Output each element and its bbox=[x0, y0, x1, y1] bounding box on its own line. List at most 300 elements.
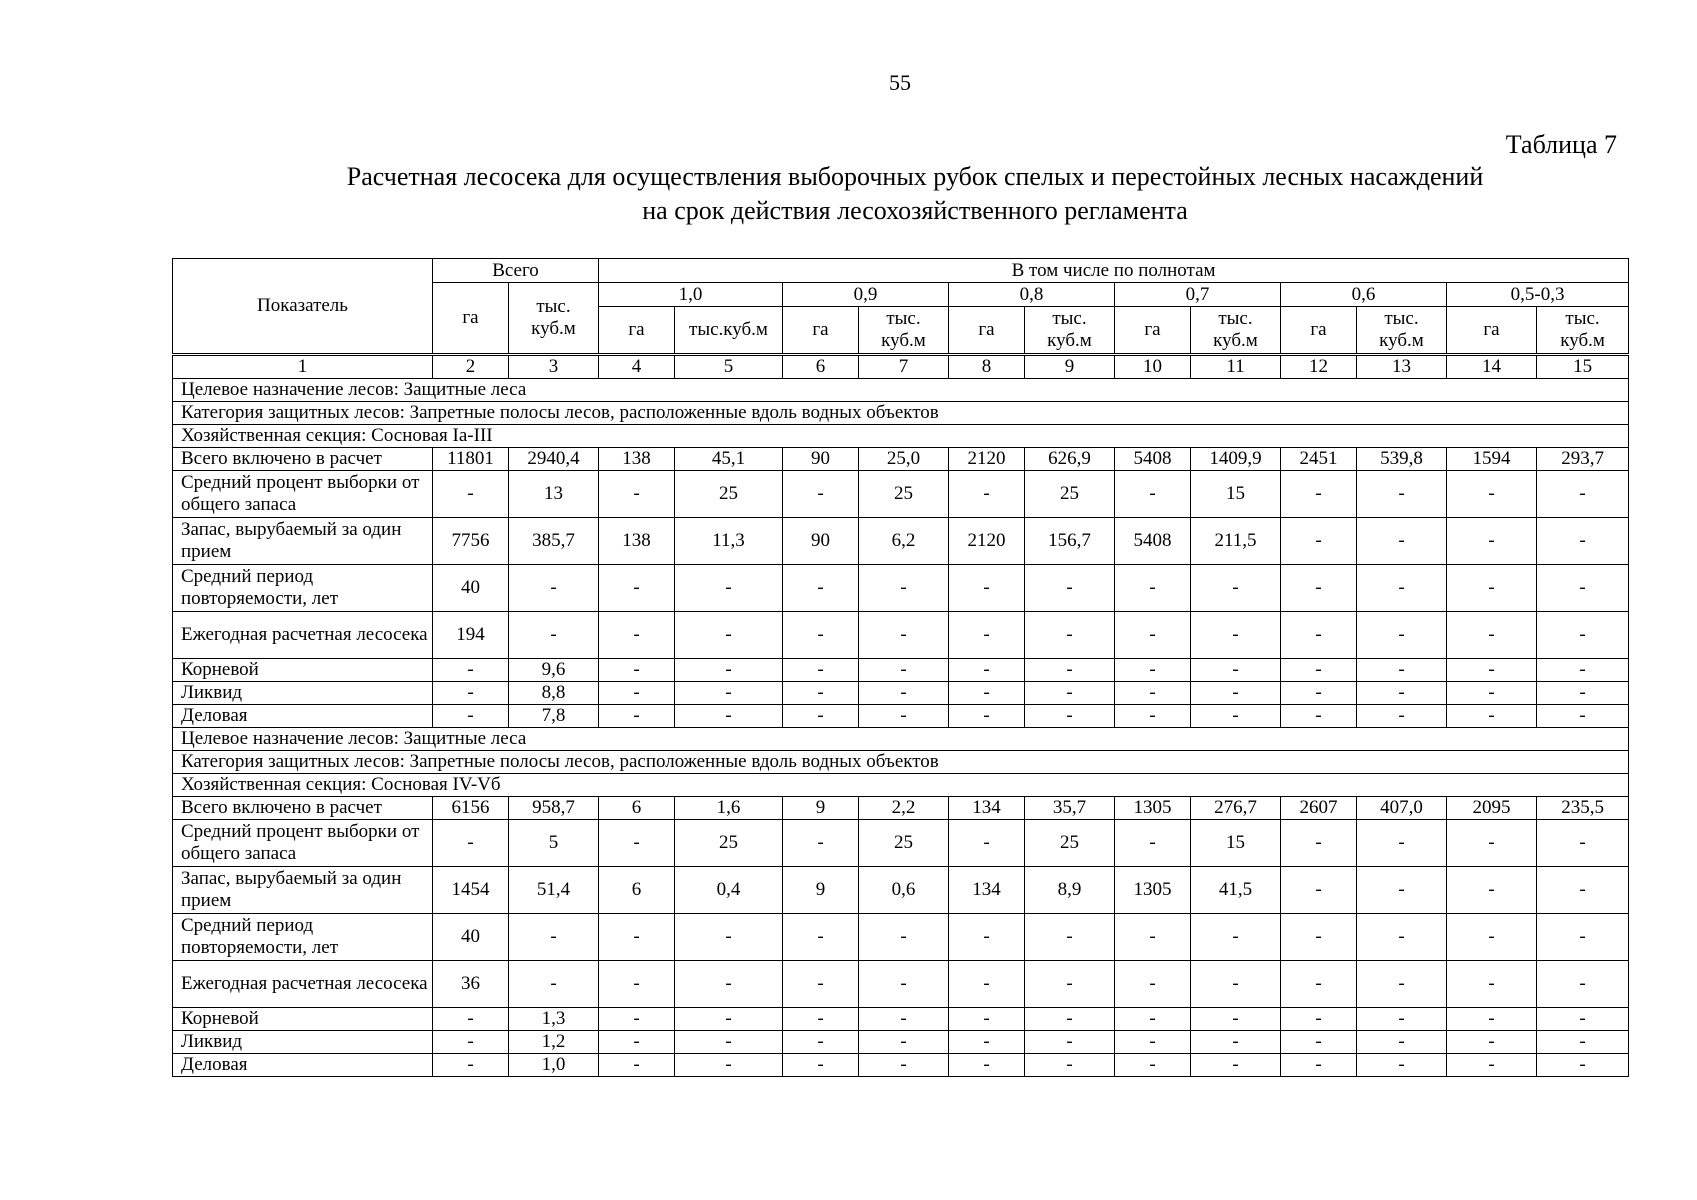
section-category: Категория защитных лесов: Запретные полосы лесов, расположенные вдоль водных объектов bbox=[173, 402, 1629, 425]
table-cell: 45,1 bbox=[675, 448, 783, 471]
table-row bbox=[173, 914, 1629, 961]
table-cell: 8,8 bbox=[509, 682, 599, 705]
table-cell: - bbox=[1281, 565, 1357, 612]
table-cell: - bbox=[509, 961, 599, 1008]
row-label: Средний период повторяемости, лет bbox=[173, 914, 433, 961]
table-cell: - bbox=[1191, 682, 1281, 705]
table-row bbox=[173, 705, 1629, 728]
table-cell: - bbox=[1281, 961, 1357, 1008]
table-cell: - bbox=[1115, 1054, 1191, 1077]
table-row bbox=[173, 565, 1629, 612]
header-density-group: 1,0 bbox=[599, 283, 783, 307]
table-cell: - bbox=[859, 914, 949, 961]
table-cell: - bbox=[1357, 565, 1447, 612]
table-cell: - bbox=[599, 914, 675, 961]
table-cell: 2,2 bbox=[859, 797, 949, 820]
table-cell: - bbox=[949, 471, 1025, 518]
table-cell: - bbox=[1115, 1008, 1191, 1031]
table-cell: 25 bbox=[675, 820, 783, 867]
table-cell: 6 bbox=[599, 867, 675, 914]
row-label: Деловая bbox=[173, 1054, 433, 1077]
table-cell: 7756 bbox=[433, 518, 509, 565]
table-cell: - bbox=[1357, 612, 1447, 659]
table-cell: - bbox=[509, 914, 599, 961]
table-cell: 15 bbox=[1191, 471, 1281, 518]
table-cell: - bbox=[1115, 961, 1191, 1008]
table-cell: - bbox=[949, 1054, 1025, 1077]
table-cell: - bbox=[1025, 682, 1115, 705]
table-cell: - bbox=[1115, 682, 1191, 705]
table-title bbox=[290, 160, 1540, 228]
row-label: Корневой bbox=[173, 1008, 433, 1031]
table-cell: - bbox=[1191, 961, 1281, 1008]
header-total-vol: тыс. куб.м bbox=[509, 283, 599, 355]
header-ha: га bbox=[949, 307, 1025, 355]
table-cell: - bbox=[599, 705, 675, 728]
table-cell: - bbox=[1281, 518, 1357, 565]
title-line-1: Расчетная лесосека для осуществления выборочных рубок спелых и перестойных лесных насаждений bbox=[346, 162, 1484, 191]
table-cell: 194 bbox=[433, 612, 509, 659]
section-header-row bbox=[173, 379, 1629, 402]
table-cell: - bbox=[1447, 1008, 1537, 1031]
table-cell: - bbox=[675, 565, 783, 612]
table-cell: - bbox=[1537, 914, 1629, 961]
table-row bbox=[173, 820, 1629, 867]
header-vol: тыс. куб.м bbox=[1025, 307, 1115, 355]
table-cell: 156,7 bbox=[1025, 518, 1115, 565]
column-number: 14 bbox=[1447, 355, 1537, 379]
column-number: 6 bbox=[783, 355, 859, 379]
table-cell: - bbox=[675, 659, 783, 682]
table-row bbox=[173, 518, 1629, 565]
table-cell: 2607 bbox=[1281, 797, 1357, 820]
table-cell: 2451 bbox=[1281, 448, 1357, 471]
table-cell: - bbox=[1025, 1054, 1115, 1077]
table-cell: - bbox=[1537, 867, 1629, 914]
table-cell: 276,7 bbox=[1191, 797, 1281, 820]
table-cell: - bbox=[1447, 961, 1537, 1008]
table-cell: - bbox=[783, 820, 859, 867]
table-cell: - bbox=[1537, 1008, 1629, 1031]
table-row bbox=[173, 1031, 1629, 1054]
header-density-group: 0,5-0,3 bbox=[1447, 283, 1629, 307]
row-label: Ликвид bbox=[173, 682, 433, 705]
table-cell: - bbox=[599, 659, 675, 682]
header-ha: га bbox=[783, 307, 859, 355]
table-cell: 2095 bbox=[1447, 797, 1537, 820]
table-cell: - bbox=[1281, 471, 1357, 518]
table-cell: - bbox=[783, 1008, 859, 1031]
table-cell: 51,4 bbox=[509, 867, 599, 914]
table-cell: - bbox=[859, 612, 949, 659]
table-cell: 13 bbox=[509, 471, 599, 518]
table-cell: - bbox=[949, 1031, 1025, 1054]
table-cell: - bbox=[949, 682, 1025, 705]
table-cell: - bbox=[1281, 1008, 1357, 1031]
header-density-group: 0,7 bbox=[1115, 283, 1281, 307]
table-cell: 25 bbox=[859, 471, 949, 518]
column-number: 9 bbox=[1025, 355, 1115, 379]
section-section: Хозяйственная секция: Сосновая IV-Vб bbox=[173, 774, 1629, 797]
table-cell: - bbox=[1191, 914, 1281, 961]
table-cell: 1,2 bbox=[509, 1031, 599, 1054]
table-cell: 25,0 bbox=[859, 448, 949, 471]
table-row bbox=[173, 682, 1629, 705]
table-cell: - bbox=[1357, 867, 1447, 914]
table-cell: - bbox=[1537, 682, 1629, 705]
header-total-ha: га bbox=[433, 283, 509, 355]
table-cell: 2120 bbox=[949, 518, 1025, 565]
table-body bbox=[173, 355, 1629, 1077]
header-vol: тыс. куб.м bbox=[1191, 307, 1281, 355]
column-number: 12 bbox=[1281, 355, 1357, 379]
column-number: 15 bbox=[1537, 355, 1629, 379]
header-ha: га bbox=[599, 307, 675, 355]
table-cell: - bbox=[433, 1008, 509, 1031]
table-cell: 9 bbox=[783, 867, 859, 914]
table-cell: - bbox=[1191, 705, 1281, 728]
table-cell: - bbox=[599, 961, 675, 1008]
table-cell: 385,7 bbox=[509, 518, 599, 565]
table-cell: 958,7 bbox=[509, 797, 599, 820]
table-cell: - bbox=[1357, 682, 1447, 705]
row-label: Ликвид bbox=[173, 1031, 433, 1054]
column-number: 11 bbox=[1191, 355, 1281, 379]
table-cell: - bbox=[1191, 612, 1281, 659]
table-cell: - bbox=[783, 705, 859, 728]
table-cell: - bbox=[1191, 565, 1281, 612]
table-cell: - bbox=[675, 705, 783, 728]
table-cell: 1305 bbox=[1115, 867, 1191, 914]
table-cell: - bbox=[1281, 705, 1357, 728]
table-cell: - bbox=[1447, 565, 1537, 612]
table-cell: - bbox=[949, 1008, 1025, 1031]
table-cell: 25 bbox=[859, 820, 949, 867]
table-cell: 1,6 bbox=[675, 797, 783, 820]
table-cell: - bbox=[1357, 1054, 1447, 1077]
table-cell: - bbox=[859, 705, 949, 728]
allowable-cut-table bbox=[172, 258, 1629, 1077]
table-cell: 35,7 bbox=[1025, 797, 1115, 820]
table-cell: - bbox=[783, 1031, 859, 1054]
table-cell: - bbox=[1447, 518, 1537, 565]
header-density-group: 0,8 bbox=[949, 283, 1115, 307]
table-cell: - bbox=[1357, 705, 1447, 728]
column-number: 7 bbox=[859, 355, 949, 379]
table-cell: - bbox=[1447, 682, 1537, 705]
table-cell: - bbox=[1447, 659, 1537, 682]
table-cell: - bbox=[1115, 471, 1191, 518]
table-cell: - bbox=[1025, 1031, 1115, 1054]
header-vol: тыс. куб.м bbox=[1537, 307, 1629, 355]
table-cell: 6,2 bbox=[859, 518, 949, 565]
table-cell: - bbox=[1281, 682, 1357, 705]
table-cell: - bbox=[509, 612, 599, 659]
table-cell: 138 bbox=[599, 518, 675, 565]
table-cell: - bbox=[1447, 820, 1537, 867]
section-purpose: Целевое назначение лесов: Защитные леса bbox=[173, 728, 1629, 751]
table-cell: 36 bbox=[433, 961, 509, 1008]
table-cell: - bbox=[433, 820, 509, 867]
column-number-row bbox=[173, 355, 1629, 379]
table-row bbox=[173, 867, 1629, 914]
table-cell: - bbox=[949, 659, 1025, 682]
column-number: 4 bbox=[599, 355, 675, 379]
table-cell: - bbox=[1025, 659, 1115, 682]
table-cell: 407,0 bbox=[1357, 797, 1447, 820]
table-cell: - bbox=[1447, 1031, 1537, 1054]
table-cell: - bbox=[1537, 471, 1629, 518]
row-label: Деловая bbox=[173, 705, 433, 728]
table-cell: - bbox=[1115, 612, 1191, 659]
table-cell: 40 bbox=[433, 565, 509, 612]
table-cell: 8,9 bbox=[1025, 867, 1115, 914]
table-cell: 235,5 bbox=[1537, 797, 1629, 820]
table-cell: - bbox=[1025, 961, 1115, 1008]
table-cell: - bbox=[1281, 1031, 1357, 1054]
table-cell: - bbox=[1281, 914, 1357, 961]
table-cell: - bbox=[783, 961, 859, 1008]
table-cell: - bbox=[859, 682, 949, 705]
table-cell: 1,0 bbox=[509, 1054, 599, 1077]
header-ha: га bbox=[1281, 307, 1357, 355]
table-row bbox=[173, 659, 1629, 682]
column-number: 1 bbox=[173, 355, 433, 379]
section-header-row bbox=[173, 751, 1629, 774]
table-cell: - bbox=[433, 705, 509, 728]
table-cell: - bbox=[783, 471, 859, 518]
table-cell: 1305 bbox=[1115, 797, 1191, 820]
table-cell: - bbox=[1025, 1008, 1115, 1031]
table-cell: - bbox=[1447, 612, 1537, 659]
table-cell: - bbox=[1357, 961, 1447, 1008]
table-cell: - bbox=[859, 659, 949, 682]
table-row bbox=[173, 1008, 1629, 1031]
table-cell: - bbox=[599, 565, 675, 612]
table-cell: - bbox=[1191, 1008, 1281, 1031]
table-cell: 5408 bbox=[1115, 448, 1191, 471]
row-label: Всего включено в расчет bbox=[173, 448, 433, 471]
header-total: Всего bbox=[433, 259, 599, 283]
table-cell: - bbox=[599, 682, 675, 705]
table-cell: - bbox=[1025, 914, 1115, 961]
table-cell: - bbox=[1115, 1031, 1191, 1054]
table-cell: 11,3 bbox=[675, 518, 783, 565]
table-cell: 211,5 bbox=[1191, 518, 1281, 565]
table-cell: 9,6 bbox=[509, 659, 599, 682]
table-cell: - bbox=[433, 1054, 509, 1077]
table-cell: - bbox=[675, 612, 783, 659]
table-cell: 134 bbox=[949, 797, 1025, 820]
table-cell: - bbox=[1191, 659, 1281, 682]
table-cell: - bbox=[1537, 1054, 1629, 1077]
table-cell: - bbox=[433, 471, 509, 518]
table-cell: - bbox=[1281, 1054, 1357, 1077]
table-cell: - bbox=[1447, 471, 1537, 518]
table-cell: - bbox=[1115, 705, 1191, 728]
table-cell: - bbox=[1281, 612, 1357, 659]
table-cell: - bbox=[949, 705, 1025, 728]
row-label: Ежегодная расчетная лесосека bbox=[173, 961, 433, 1008]
table-cell: - bbox=[599, 612, 675, 659]
table-cell: 1409,9 bbox=[1191, 448, 1281, 471]
table-cell: - bbox=[675, 914, 783, 961]
header-density-group: 0,9 bbox=[783, 283, 949, 307]
table-cell: - bbox=[1281, 867, 1357, 914]
table-cell: 5 bbox=[509, 820, 599, 867]
table-cell: - bbox=[1025, 565, 1115, 612]
table-row bbox=[173, 961, 1629, 1008]
table-cell: - bbox=[1357, 820, 1447, 867]
table-cell: 138 bbox=[599, 448, 675, 471]
table-cell: - bbox=[599, 1008, 675, 1031]
table-cell: - bbox=[783, 914, 859, 961]
table-cell: - bbox=[599, 820, 675, 867]
table-cell: - bbox=[1537, 1031, 1629, 1054]
table-row bbox=[173, 1054, 1629, 1077]
table-cell: - bbox=[1537, 612, 1629, 659]
table-cell: - bbox=[949, 612, 1025, 659]
table-cell: 0,4 bbox=[675, 867, 783, 914]
table-cell: 626,9 bbox=[1025, 448, 1115, 471]
table-cell: - bbox=[783, 1054, 859, 1077]
table-cell: - bbox=[1025, 612, 1115, 659]
table-cell: - bbox=[675, 961, 783, 1008]
table-cell: - bbox=[433, 1031, 509, 1054]
table-cell: - bbox=[783, 612, 859, 659]
section-section: Хозяйственная секция: Сосновая Ia-III bbox=[173, 425, 1629, 448]
table-cell: - bbox=[599, 1031, 675, 1054]
table-cell: - bbox=[859, 961, 949, 1008]
table-cell: - bbox=[599, 471, 675, 518]
section-header-row bbox=[173, 774, 1629, 797]
table-row bbox=[173, 448, 1629, 471]
table-cell: 41,5 bbox=[1191, 867, 1281, 914]
table-cell: - bbox=[783, 565, 859, 612]
table-cell: - bbox=[433, 659, 509, 682]
table-cell: - bbox=[1537, 705, 1629, 728]
table-cell: - bbox=[1115, 565, 1191, 612]
table-cell: 9 bbox=[783, 797, 859, 820]
row-label: Ежегодная расчетная лесосека bbox=[173, 612, 433, 659]
table-cell: - bbox=[1537, 565, 1629, 612]
table-cell: - bbox=[783, 682, 859, 705]
table-cell: - bbox=[783, 659, 859, 682]
table-cell: 2120 bbox=[949, 448, 1025, 471]
table-cell: 1,3 bbox=[509, 1008, 599, 1031]
header-ha: га bbox=[1115, 307, 1191, 355]
section-header-row bbox=[173, 402, 1629, 425]
page-number: 55 bbox=[889, 70, 911, 95]
table-cell: - bbox=[1537, 659, 1629, 682]
table-cell: - bbox=[433, 682, 509, 705]
header-indicator: Показатель bbox=[173, 259, 433, 355]
header-vol: тыс.куб.м bbox=[675, 307, 783, 355]
table-cell: - bbox=[1115, 659, 1191, 682]
table-cell: 25 bbox=[1025, 820, 1115, 867]
column-number: 8 bbox=[949, 355, 1025, 379]
table-cell: - bbox=[675, 682, 783, 705]
table-cell: - bbox=[859, 1031, 949, 1054]
table-cell: 5408 bbox=[1115, 518, 1191, 565]
table-cell: 90 bbox=[783, 518, 859, 565]
section-header-row bbox=[173, 425, 1629, 448]
table-cell: - bbox=[1357, 1008, 1447, 1031]
row-label: Всего включено в расчет bbox=[173, 797, 433, 820]
table-cell: - bbox=[859, 1008, 949, 1031]
table-cell: - bbox=[509, 565, 599, 612]
row-label: Запас, вырубаемый за один прием bbox=[173, 518, 433, 565]
table-cell: 11801 bbox=[433, 448, 509, 471]
table-cell: - bbox=[949, 565, 1025, 612]
column-number: 3 bbox=[509, 355, 599, 379]
column-number: 2 bbox=[433, 355, 509, 379]
table-cell: 1594 bbox=[1447, 448, 1537, 471]
section-purpose: Целевое назначение лесов: Защитные леса bbox=[173, 379, 1629, 402]
column-number: 5 bbox=[675, 355, 783, 379]
column-number: 10 bbox=[1115, 355, 1191, 379]
table-cell: - bbox=[675, 1031, 783, 1054]
row-label: Корневой bbox=[173, 659, 433, 682]
table-row bbox=[173, 797, 1629, 820]
table-cell: 539,8 bbox=[1357, 448, 1447, 471]
table-row bbox=[173, 612, 1629, 659]
table-cell: - bbox=[1447, 914, 1537, 961]
row-label: Средний процент выборки от общего запаса bbox=[173, 820, 433, 867]
table-row bbox=[173, 471, 1629, 518]
header-including: В том числе по полнотам bbox=[599, 259, 1629, 283]
table-cell: - bbox=[949, 820, 1025, 867]
table-cell: - bbox=[599, 1054, 675, 1077]
table-cell: - bbox=[1447, 705, 1537, 728]
table-cell: - bbox=[1357, 659, 1447, 682]
table-cell: - bbox=[1357, 518, 1447, 565]
table-cell: 6156 bbox=[433, 797, 509, 820]
table-cell: - bbox=[1447, 1054, 1537, 1077]
table-cell: 0,6 bbox=[859, 867, 949, 914]
table-cell: 6 bbox=[599, 797, 675, 820]
table-cell: 7,8 bbox=[509, 705, 599, 728]
section-category: Категория защитных лесов: Запретные полосы лесов, расположенные вдоль водных объектов bbox=[173, 751, 1629, 774]
table-cell: - bbox=[675, 1008, 783, 1031]
table-cell: 40 bbox=[433, 914, 509, 961]
header-density-group: 0,6 bbox=[1281, 283, 1447, 307]
table-cell: - bbox=[859, 1054, 949, 1077]
table-cell: - bbox=[1115, 914, 1191, 961]
column-number: 13 bbox=[1357, 355, 1447, 379]
table-cell: 15 bbox=[1191, 820, 1281, 867]
table-cell: - bbox=[1357, 914, 1447, 961]
section-header-row bbox=[173, 728, 1629, 751]
table-cell: - bbox=[1281, 659, 1357, 682]
table-cell: - bbox=[1447, 867, 1537, 914]
table-cell: 134 bbox=[949, 867, 1025, 914]
table-cell: 90 bbox=[783, 448, 859, 471]
table-cell: - bbox=[1357, 471, 1447, 518]
title-line-2: на срок действия лесохозяйственного регламента bbox=[642, 196, 1188, 225]
table-label: Таблица 7 bbox=[1505, 130, 1617, 159]
header-ha: га bbox=[1447, 307, 1537, 355]
table-cell: 1454 bbox=[433, 867, 509, 914]
header-vol: тыс. куб.м bbox=[859, 307, 949, 355]
table-cell: - bbox=[1025, 705, 1115, 728]
table-cell: - bbox=[1537, 820, 1629, 867]
table-cell: - bbox=[1191, 1054, 1281, 1077]
table-cell: - bbox=[949, 961, 1025, 1008]
table-cell: - bbox=[1191, 1031, 1281, 1054]
table-cell: - bbox=[1537, 518, 1629, 565]
table-cell: 2940,4 bbox=[509, 448, 599, 471]
